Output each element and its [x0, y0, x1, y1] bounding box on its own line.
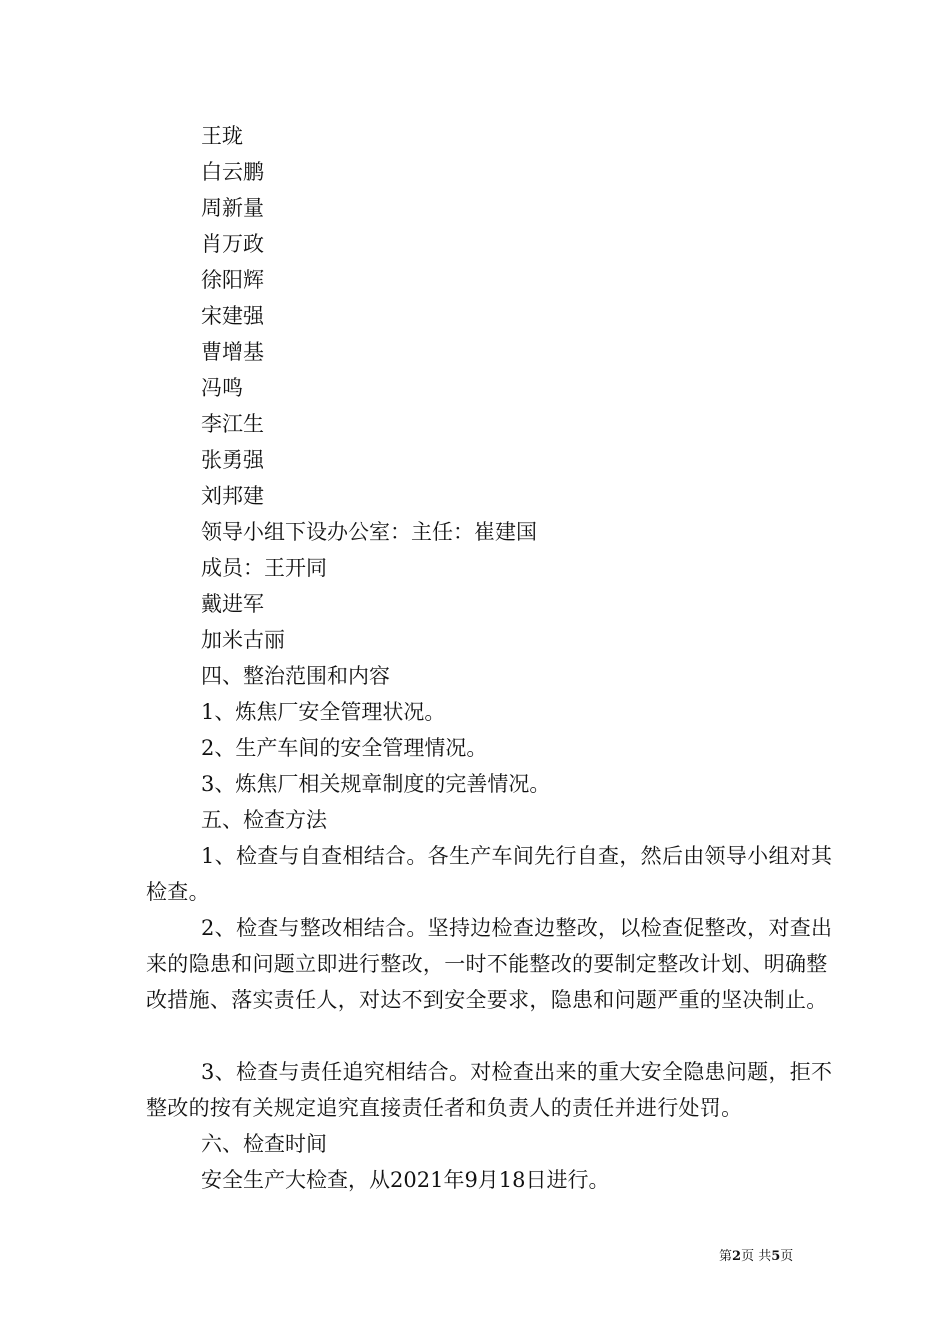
- section-heading: 六、检查时间: [201, 1132, 327, 1156]
- name-line: 白云鹏: [201, 160, 264, 184]
- method-paragraph: 1、检查与自查相结合。各生产车间先行自查，然后由领导小组对其检查。: [146, 844, 833, 904]
- name-line: 肖万政: [201, 232, 264, 256]
- method-paragraph: 2、检查与整改相结合。坚持边检查边整改，以检查促整改，对查出来的隐患和问题立即进行整改，一时不能整改的要制定整改计划、明确整改措施、落实责任人，对达不到安全要求，隐患和问题严重的坚决制止。: [146, 916, 833, 1012]
- office-line: 领导小组下设办公室：主任：崔建国: [201, 520, 537, 544]
- current-page-number: 2: [732, 1249, 742, 1264]
- name-line: 张勇强: [201, 448, 264, 472]
- name-line: 刘邦建: [201, 484, 264, 508]
- name-line: 冯鸣: [201, 376, 243, 400]
- name-line: 周新量: [201, 196, 264, 220]
- list-item: 1、炼焦厂安全管理状况。: [201, 700, 446, 724]
- office-member: 戴进军: [201, 592, 264, 616]
- name-line: 宋建强: [201, 304, 264, 328]
- list-item: 3、炼焦厂相关规章制度的完善情况。: [201, 772, 551, 796]
- time-text: 安全生产大检查，从2021年9月18日进行。: [201, 1168, 610, 1192]
- section-heading: 五、检查方法: [201, 808, 327, 832]
- list-item: 2、生产车间的安全管理情况。: [201, 736, 488, 760]
- footer-middle: 页 共: [741, 1249, 772, 1264]
- name-line: 李江生: [201, 412, 264, 436]
- method-paragraph: 3、检查与责任追究相结合。对检查出来的重大安全隐患问题，拒不整改的按有关规定追究直接责任者和负责人的责任并进行处罚。: [146, 1060, 833, 1120]
- section-heading: 四、整治范围和内容: [201, 664, 390, 688]
- name-line: 徐阳辉: [201, 268, 264, 292]
- name-line: 王珑: [201, 124, 243, 148]
- page-footer: [719, 1248, 793, 1266]
- footer-prefix: 第: [719, 1249, 733, 1264]
- footer-suffix: 页: [780, 1249, 794, 1264]
- office-members-line: 成员：王开同: [201, 556, 327, 580]
- office-member: 加米古丽: [201, 628, 285, 652]
- name-line: 曹增基: [201, 340, 264, 364]
- total-pages-number: 5: [771, 1249, 781, 1264]
